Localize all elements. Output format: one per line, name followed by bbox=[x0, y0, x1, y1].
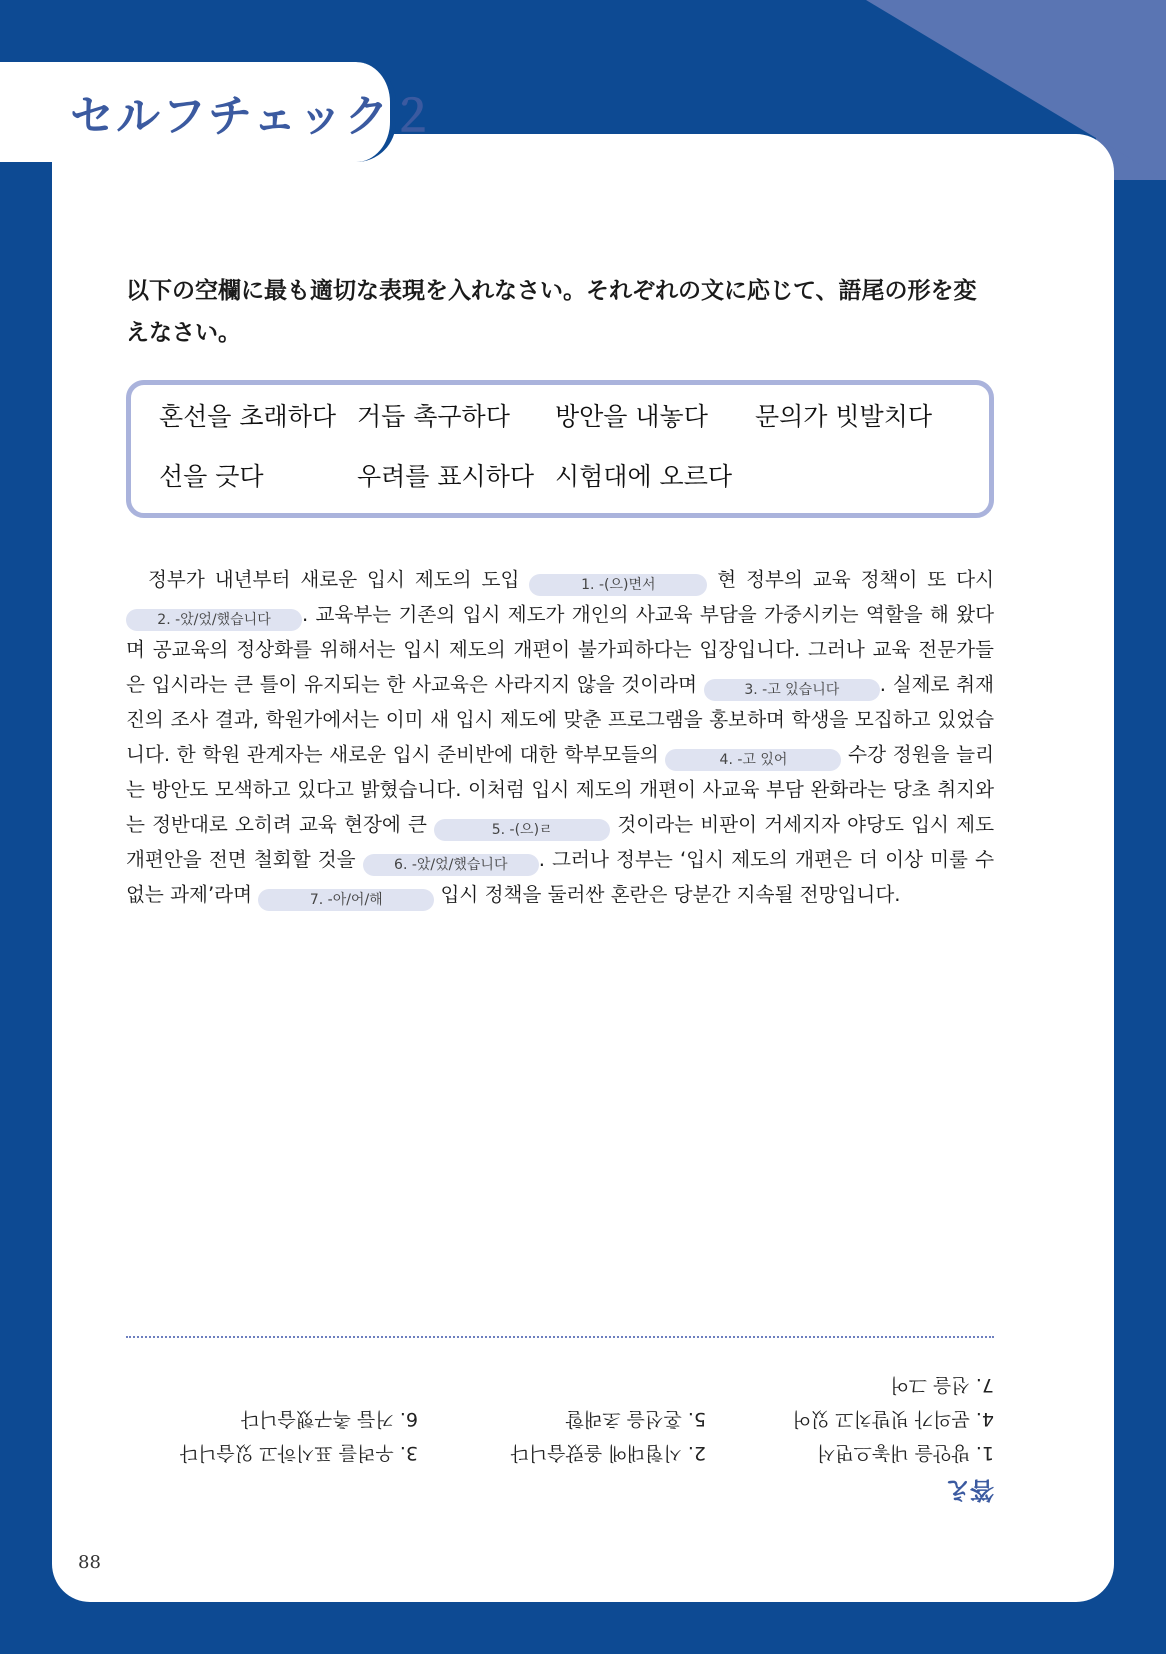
answer-title: 答え bbox=[946, 1476, 994, 1504]
passage bbox=[126, 562, 994, 912]
answer-section bbox=[126, 1360, 994, 1520]
blank-5[interactable]: 5. -(으)ㄹ bbox=[434, 819, 610, 841]
word-bank-item: 혼선을 초래하다 bbox=[159, 402, 336, 431]
passage-text: . 실제로 취재진의 조사 결과, 학원가에서는 이미 새 입시 제도에 맞춘 프로그램을 홍보하며 학생을 모집하고 있었습니다. 한 학원 관계자는 새로운 입시 준비반에 대한 학부모들의 bbox=[126, 673, 995, 766]
word-bank-item: 우려를 표시하다 bbox=[357, 462, 534, 491]
passage-text: 현 정부의 교육 정책이 또 다시 bbox=[717, 568, 995, 591]
blank-7[interactable]: 7. -아/어/해 bbox=[258, 889, 434, 911]
passage-text: 정부가 내년부터 새로운 입시 제도의 도입 bbox=[148, 568, 520, 591]
passage-text: 수강 정원을 늘리는 방안도 모색하고 있다고 밝혔습니다. 이처럼 입시 제도의 개편이 사교육 부담 완화라는 당초 취지와는 정반대로 오히려 교육 현장에 큰 bbox=[126, 743, 995, 836]
page-number: 88 bbox=[78, 1552, 101, 1573]
blank-3[interactable]: 3. -고 있습니다 bbox=[704, 679, 880, 701]
word-bank-box bbox=[126, 380, 994, 518]
word-bank-item: 선을 긋다 bbox=[159, 462, 264, 491]
passage-text: . 교육부는 기존의 입시 제도가 개인의 사교육 부담을 가중시키는 역할을 해 왔다며 공교육의 정상화를 위해서는 입시 제도의 개편이 불가피하다는 입장입니다. 그러나 교육 전문가들은 입시라는 큰 틀이 유지되는 한 사교육은 사라지지 않을 것이라며 bbox=[126, 603, 994, 696]
answer-item: 1. 방안을 내놓으면서 bbox=[816, 1442, 994, 1464]
page-title: セルフチェック２ bbox=[70, 91, 437, 142]
blank-1[interactable]: 1. -(으)면서 bbox=[529, 574, 707, 596]
answer-divider bbox=[126, 1336, 994, 1338]
answer-item: 5. 혼선을 초래할 bbox=[565, 1408, 706, 1430]
answer-item: 2. 시험대에 올랐습니다 bbox=[510, 1442, 706, 1464]
word-bank-item: 거듭 촉구하다 bbox=[357, 402, 510, 431]
blank-4[interactable]: 4. -고 있어 bbox=[665, 749, 841, 771]
word-bank-item: 방안을 내놓다 bbox=[555, 402, 708, 431]
answer-item: 6. 거듭 촉구했습니다 bbox=[240, 1408, 418, 1430]
blank-2[interactable]: 2. -았/었/했습니다 bbox=[126, 609, 302, 631]
answer-item: 4. 문의가 빗발치고 있어 bbox=[792, 1408, 994, 1430]
passage-text: 것이라는 비판이 거세지자 야당도 입시 제도 개편안을 전면 철회할 것을 bbox=[126, 813, 995, 871]
word-bank-item: 문의가 빗발치다 bbox=[755, 402, 932, 431]
instruction-text: 以下の空欄に最も適切な表現を入れなさい。それぞれの文に応じて、語尾の形を変えなさい。 bbox=[126, 278, 977, 346]
blank-6[interactable]: 6. -았/었/했습니다 bbox=[363, 854, 539, 876]
passage-text: . 그러나 정부는 ‘입시 제도의 개편은 더 이상 미룰 수 없는 과제’라며 bbox=[126, 848, 995, 906]
answer-item: 7. 선을 그어 bbox=[890, 1374, 994, 1396]
passage-text: 입시 정책을 둘러싼 혼란은 당분간 지속될 전망입니다. bbox=[440, 883, 901, 906]
answer-item: 3. 우려를 표시하고 있습니다 bbox=[179, 1442, 418, 1464]
word-bank-item: 시험대에 오르다 bbox=[555, 462, 732, 491]
